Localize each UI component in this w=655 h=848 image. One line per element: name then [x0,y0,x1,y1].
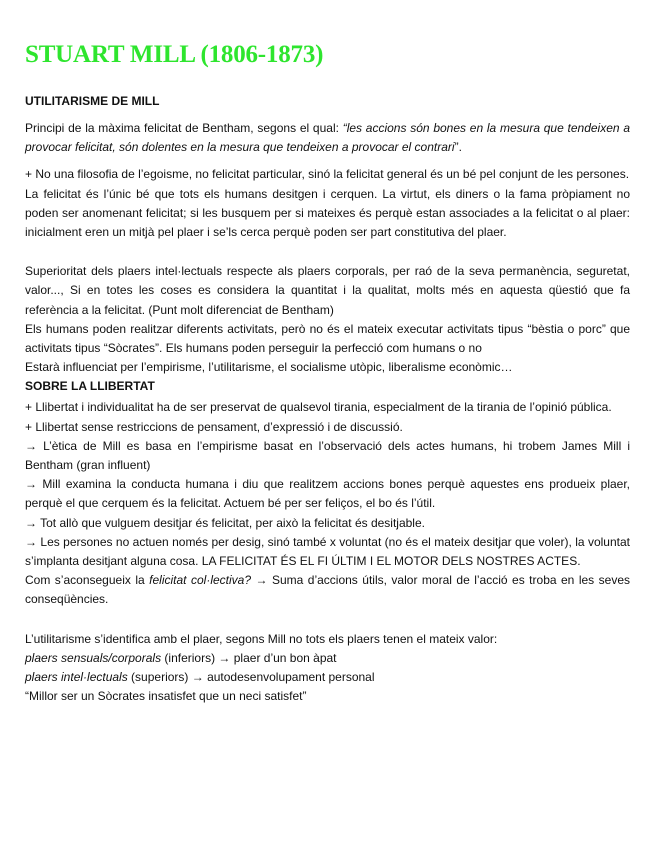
paragraph-principi-text: Principi de la màxima felicitat de Bentham, segons el qual: [25,121,343,135]
heading-utilitarisme: UTILITARISME DE MILL [25,94,160,108]
page-title: STUART MILL (1806-1873) [25,41,324,68]
paragraph-etica: → L’ètica de Mill es basa en l’empirisme basat en l’observació dels actes humans, hi trobem James Mill i Bentham (gran influent) [25,438,630,473]
paragraph-llibertat-individualitat: + Llibertat i individualitat ha de ser preservat de qualsevol tirania, especialment de la tirania de l’opinió pública. [25,400,612,415]
paragraph-quote-socrates: “Millor ser un Sòcrates insatisfet que un neci satisfet” [25,689,307,704]
paragraph-influencies: Estarà influenciat per l’empirisme, l’utilitarisme, el socialisme utòpic, liberalisme econòmic… [25,360,513,375]
plaers-sensuals-term: plaers sensuals/corporals [25,650,162,665]
paragraph-conducta: → Mill examina la conducta humana i diu que realitzem accions bones perquè aquestes ens produeix plaer, perquè el que cerquem és la felicitat. Actuem bé per ser feliços, el bo és l’útil. [25,477,630,511]
paragraph-felicitat: La felicitat és l’únic bé que tots els humans desitgen i cerquen. La virtut, els diners o la fama pròpiament no poden ser anomenant felicitat; si les busquem per si mateixes és perquè estan associades a la felicitat o al plaer: inicialment eren un mitjà pel plaer i se’ls cerca perquè poden ser part constitutiva del plaer. [25,186,630,240]
plaers-sensuals-desc: (inferiors) → plaer d’un bon àpat [161,650,337,665]
paragraph-plaer: L’utilitarisme s’identifica amb el plaer, segons Mill no tots els plaers tenen el mateix valor: [25,631,498,646]
paragraph-felicitat-collectiva [25,571,630,609]
paragraph-collectiva-answer: → Suma d’accions útils, valor moral de l’acció es troba en les seves conseqüències. [25,573,630,607]
paragraph-llibertat-pensament: + Llibertat sense restriccions de pensament, d’expressió i de discussió. [25,419,403,434]
paragraph-activitats: Els humans poden realitzar diferents activitats, però no és el mateix executar activitats tipus “bèstia o porc” que activitats tipus “Sòcrates”. Els humans poden perseguir la perfecció com humans o no [25,321,630,356]
paragraph-collectiva-text: Com s’aconsegueix la [25,573,150,588]
paragraph-principi-quote: “les accions són bones en la mesura que tendeixen a provocar felicitat, són dolentes en la mesura que tendeixen a provocar el contrari [25,121,630,155]
plaers-intellectuals-term: plaers intel·lectuals [25,670,128,685]
heading-llibertat: SOBRE LA LLIBERTAT [25,379,155,394]
paragraph-voluntat: → Les persones no actuen només per desig, sinó també x voluntat (no és el mateix desitjar que voler), la voluntat s’implanta desitjant alguna cosa. LA FELICITAT ÉS EL FI ÚLTIM I EL MOTOR DELS NOSTRES ACTES. [25,534,630,569]
paragraph-desitjable: → Tot allò que vulguem desitjar és felicitat, per això la felicitat és desitjable. [25,515,425,530]
paragraph-collectiva-question: felicitat col·lectiva? [149,573,252,588]
paragraph-plaers-sensuals [25,649,630,668]
paragraph-egoisme: + No una filosofia de l’egoisme, no felicitat particular, sinó la felicitat general és un bé pel conjunt de les persones. [25,167,630,182]
paragraph-superioritat: Superioritat dels plaers intel·lectuals respecte als plaers corporals, per raó de la seva permanència, seguretat, valor..., Si en totes les coses es considera la quantitat i la qualitat, molts més en aquesta qüestió que fa referència a la felicitat. (Punt molt diferenciat de Bentham) [25,264,630,317]
paragraph-principi-end: ”. [454,140,462,155]
paragraph-plaers-intellectuals [25,668,630,687]
paragraph-principi [25,119,630,157]
plaers-intellectuals-desc: (superiors) → autodesenvolupament personal [127,670,375,685]
